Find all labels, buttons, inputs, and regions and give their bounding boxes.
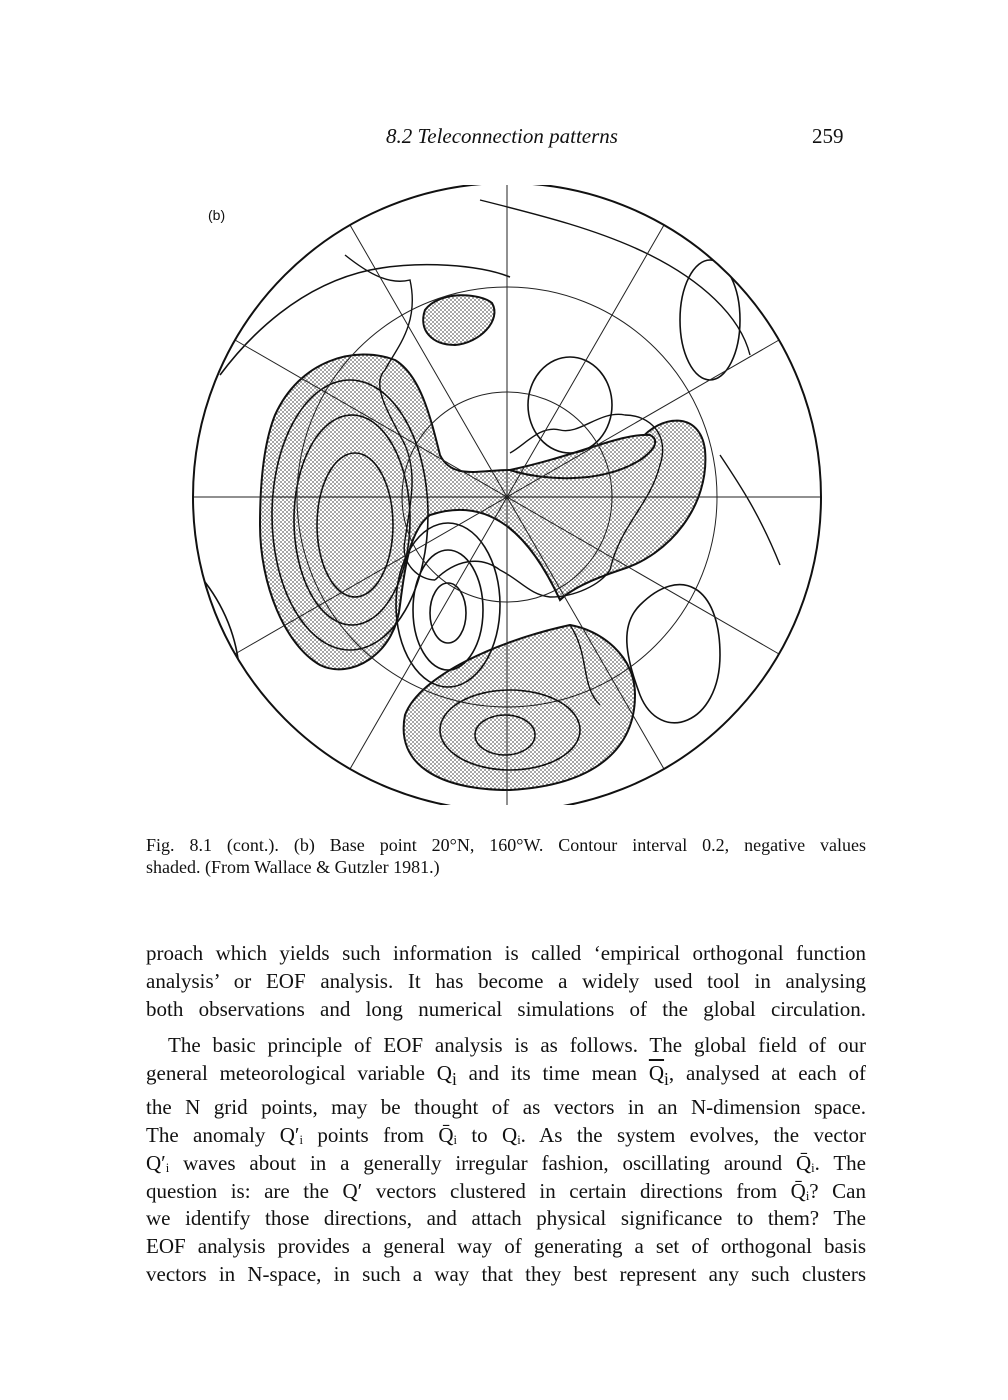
caption-line-1: Fig. 8.1 (cont.). (b) Base point 20°N, 160°W. Contour interval 0.2, negative values: [146, 835, 866, 855]
running-title: 8.2 Teleconnection patterns: [386, 124, 618, 148]
page-number: 259: [812, 124, 844, 148]
negative-region-arctic-blob: [423, 295, 494, 345]
paragraph-2-line-1: The basic principle of EOF analysis is as follows. The global field of our: [168, 1033, 866, 1058]
paragraph-2-line-2: general meteorological variable $Q_i$ and its time mean $\overline{Q}_i$, analysed at each of: [146, 1061, 866, 1090]
paragraph-2-line-8: EOF analysis provides a general way of generating a set of orthogonal basis: [146, 1234, 866, 1259]
caption-line-2: shaded. (From Wallace & Gutzler 1981.): [146, 857, 440, 877]
paragraph-2-line-7: we identify those directions, and attach physical significance to them? The: [146, 1206, 866, 1231]
paragraph-1-line-1: proach which yields such information is called ‘empirical orthogonal function: [146, 941, 866, 965]
negative-region-south: [404, 625, 635, 790]
panel-label: (b): [208, 207, 226, 223]
paragraph-2-line-4: The anomaly Q′ᵢ points from Q̄ᵢ to Qᵢ. As the system evolves, the vector: [146, 1122, 866, 1147]
paragraph-2-line-6: question is: are the Q′ vectors clustered in certain directions from Q̄ᵢ? Can: [146, 1178, 866, 1203]
paragraph-1-line-3: both observations and long numerical simulations of the global circulation.: [146, 996, 866, 1021]
paragraph-2-line-3: the N grid points, may be thought of as vectors in an N-dimension space.: [146, 1095, 866, 1120]
paragraph-2-line-5: Q′ᵢ waves about in a generally irregular fashion, oscillating around Q̄ᵢ. The: [146, 1150, 866, 1175]
body-text: [146, 940, 866, 1289]
figure-caption: [146, 834, 866, 878]
polar-stereographic-map: [180, 185, 840, 805]
paragraph-1-line-2: analysis’ or EOF analysis. It has become a widely used tool in analysing: [146, 968, 866, 993]
running-head: [0, 124, 1008, 154]
paragraph-2-line-9: vectors in N-space, in such a way that they best represent any such clusters: [146, 1261, 866, 1286]
polar-map-figure: [180, 185, 840, 805]
